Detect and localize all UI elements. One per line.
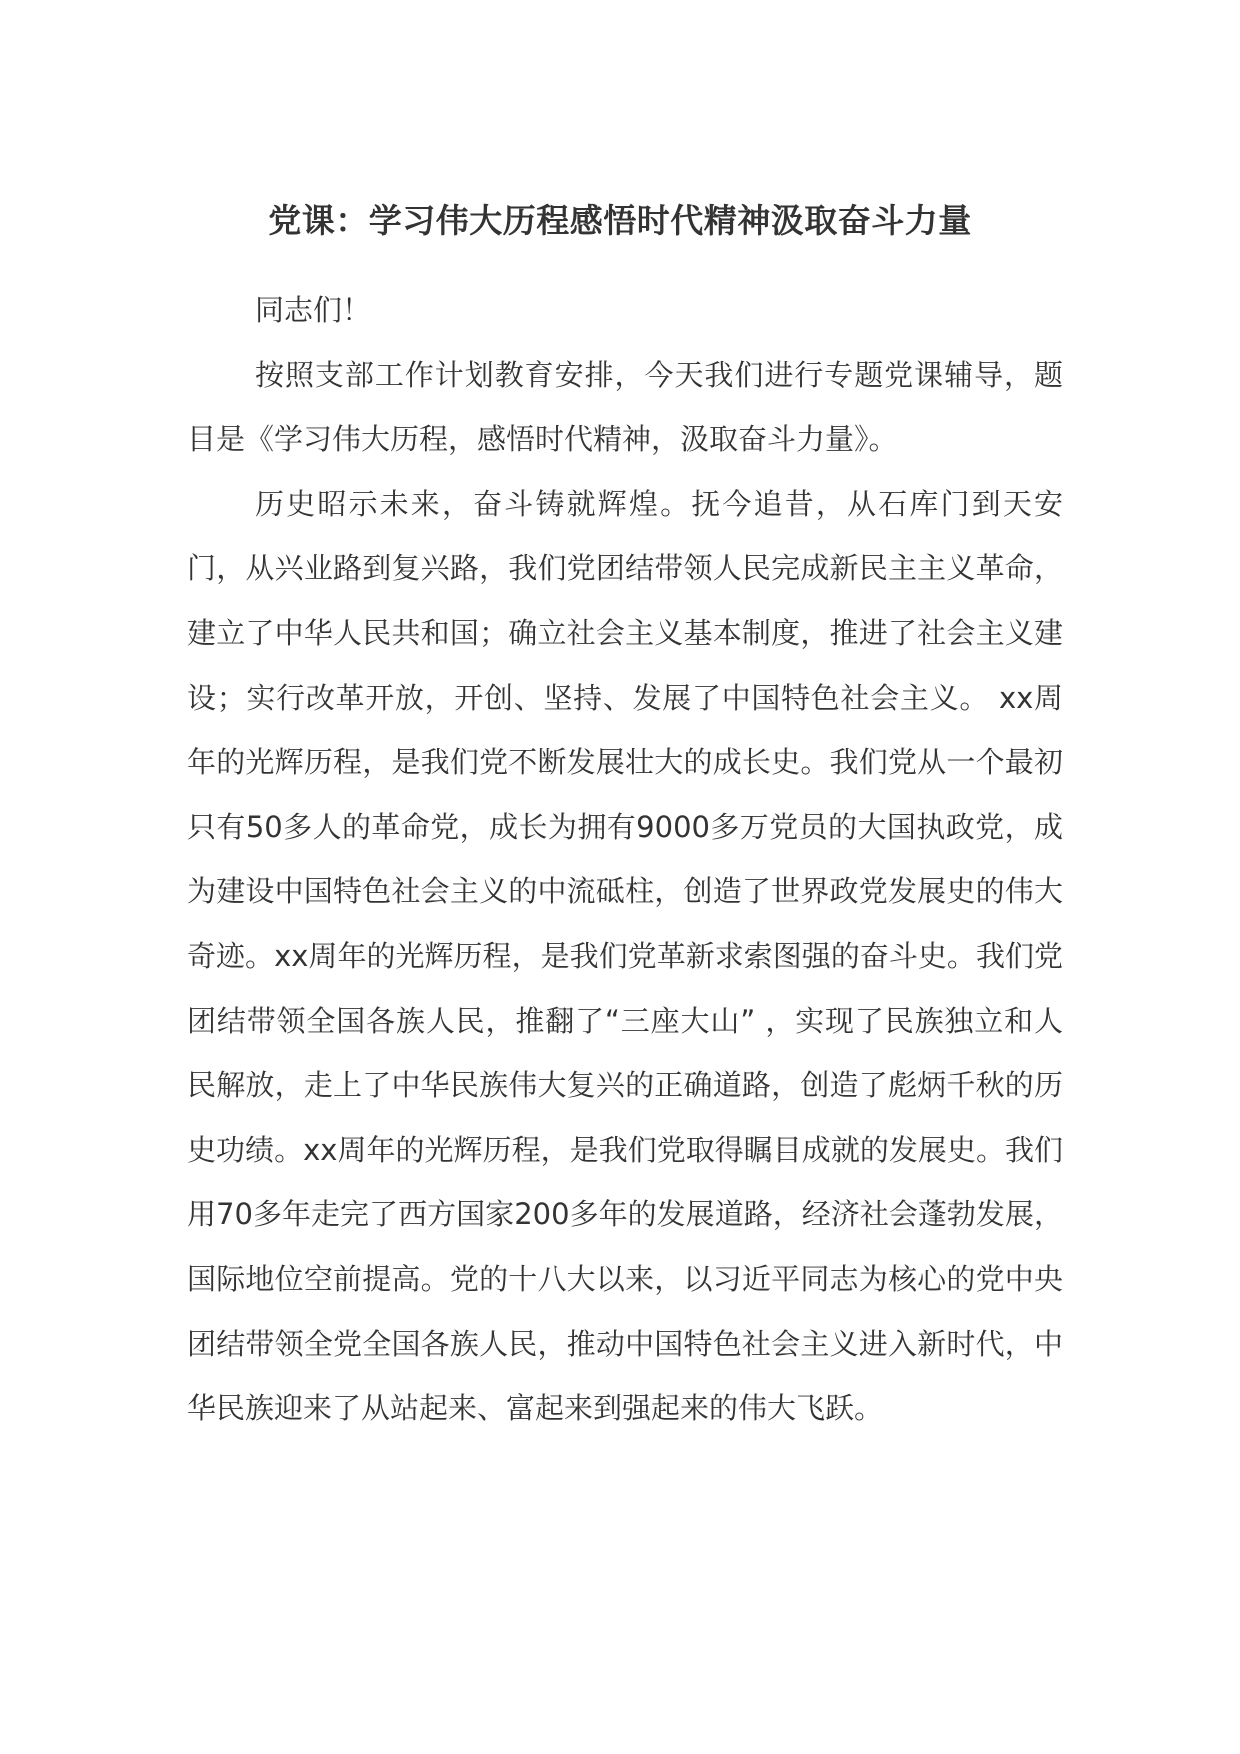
- intro-paragraph: 按照支部工作计划教育安排，今天我们进行专题党课辅导，题目是《学习伟大历程，感悟时代精神，汲取奋斗力量》。: [187, 357, 1063, 457]
- document-title: 党课：学习伟大历程感悟时代精神汲取奋斗力量: [268, 201, 972, 240]
- salutation-paragraph: 同志们！: [255, 293, 372, 327]
- history-paragraph: 历史昭示未来，奋斗铸就辉煌。抚今追昔，从石库门到天安门，从兴业路到复兴路，我们党团结带领人民完成新民主主义革命，建立了中华人民共和国；确立社会主义基本制度，推进了社会主义建设；实行改革开放，开创、坚持、发展了中国特色社会主义。 xx周年的光辉历程，是我们党不断发展壮大的成长史。我们党从一个最初只有50多人的革命党，成长为拥有9000多万党员的大国执政党，成为建设中国特色社会主义的中流砥柱，创造了世界政党发展史的伟大奇迹。xx周年的光辉历程，是我们党革新求索图强的奋斗史。我们党团结带领全国各族人民，推翻了“三座大山” ，实现了民族独立和人民解放，走上了中华民族伟大复兴的正确道路，创造了彪炳千秋的历史功绩。xx周年的光辉历程，是我们党取得瞩目成就的发展史。我们用70多年走完了西方国家200多年的发展道路，经济社会蓬勃发展，国际地位空前提高。党的十八大以来，以习近平同志为核心的党中央团结带领全党全国各族人民，推动中国特色社会主义进入新时代，中华民族迎来了从站起来、富起来到强起来的伟大飞跃。: [187, 486, 1063, 1426]
- document-body: [187, 278, 1063, 1441]
